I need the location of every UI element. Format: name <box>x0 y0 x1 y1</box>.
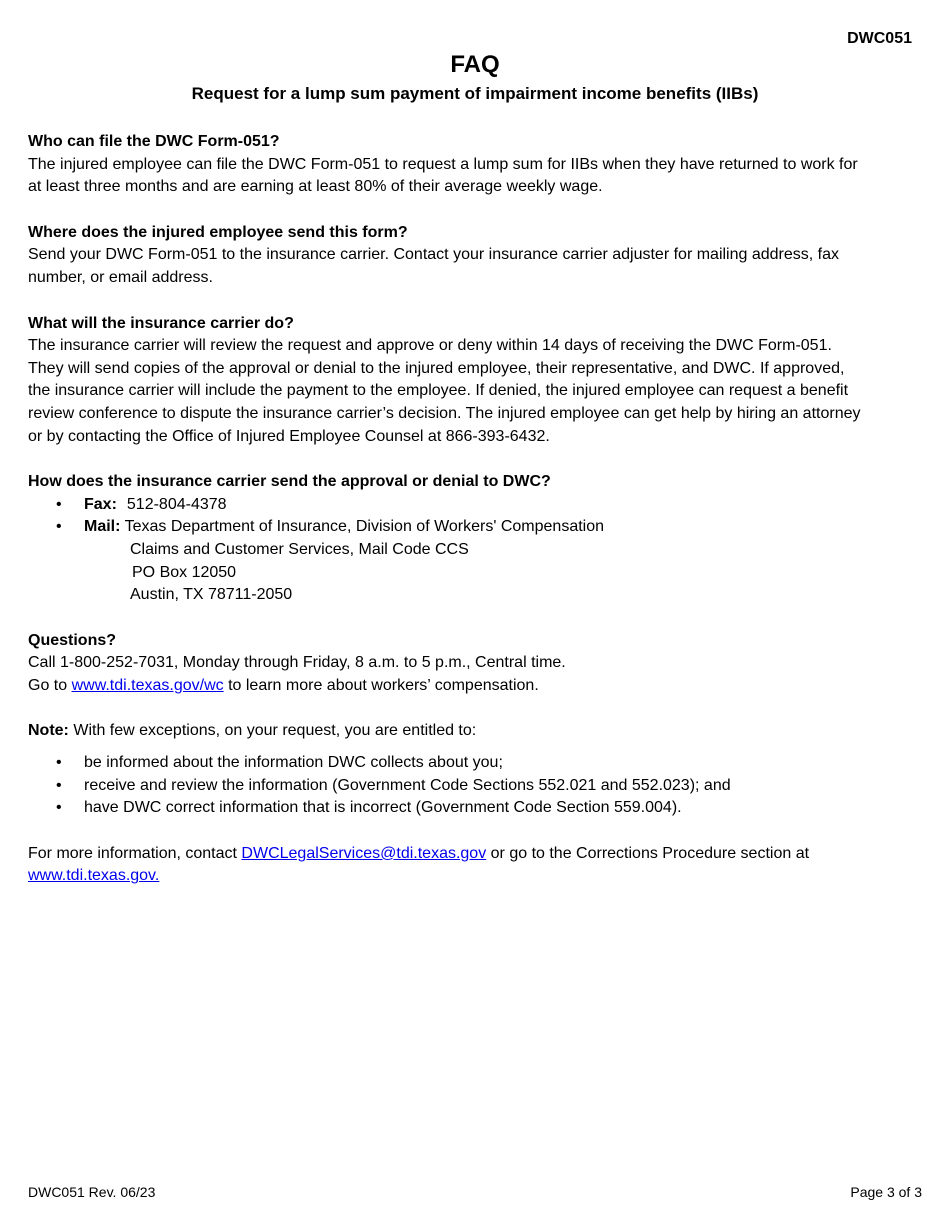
faq-send-to-dwc <box>28 471 868 607</box>
fax-label: Fax: <box>84 495 117 513</box>
learn-more-line <box>28 675 868 698</box>
faq-content <box>28 131 868 911</box>
more-info-middle: or go to the Corrections Procedure section at <box>486 844 810 862</box>
note-intro-text: With few exceptions, on your request, you are entitled to: <box>68 722 477 740</box>
legal-services-email-link[interactable]: DWCLegalServices@tdi.texas.gov <box>241 844 487 862</box>
questions-section <box>28 630 868 698</box>
more-info-prefix: For more information, contact <box>28 844 242 862</box>
mail-address-line-3: PO Box 12050 <box>132 563 237 581</box>
fax-number: 512-804-4378 <box>126 495 227 513</box>
faq-question: Who can file the DWC Form-051? <box>28 133 280 150</box>
faq-who-can-file <box>28 131 868 199</box>
mail-address-line-4: Austin, TX 78711-2050 <box>130 586 293 604</box>
note-intro <box>28 720 868 743</box>
faq-where-to-send <box>28 222 868 290</box>
list-item: • receive and review the information (Government Code Sections 552.021 and 552.023); and <box>28 775 868 798</box>
more-info-section <box>28 843 868 888</box>
faq-answer: The insurance carrier will review the request and approve or deny within 14 days of receiving the DWC Form-051. They will send copies of the approval or denial to the injured employee, their representative, and DWC. If approved, the insurance carrier will include the payment to the employee. If denied, the injured employee can request a benefit review conference to dispute the insurance carrier’s decision. The injured employee can get help by hiring an attorney or by contacting the Office of Injured Employee Counsel at 866-393-6432. <box>28 337 861 445</box>
faq-carrier-action <box>28 313 868 449</box>
faq-question: Where does the injured employee send this form? <box>28 223 408 241</box>
form-code: DWC051 <box>847 30 912 47</box>
questions-heading: Questions? <box>28 631 117 649</box>
mail-address-line-2: Claims and Customer Services, Mail Code CCS <box>130 540 469 558</box>
tdi-site-link[interactable]: www.tdi.texas.gov. <box>28 867 160 885</box>
list-item: • have DWC correct information that is incorrect (Government Code Section 559.004). <box>28 797 868 820</box>
list-item: • be informed about the information DWC collects about you; <box>28 752 868 775</box>
footer-page-number: Page 3 of 3 <box>850 1184 922 1200</box>
faq-answer: The injured employee can file the DWC Form-051 to request a lump sum for IIBs when they have returned to work for at least three months and are earning at least 80% of their average weekly wage. <box>28 155 858 196</box>
rights-list <box>28 752 868 820</box>
faq-question: What will the insurance carrier do? <box>28 314 294 332</box>
call-info: Call 1-800-252-7031, Monday through Friday, 8 a.m. to 5 p.m., Central time. <box>28 654 566 672</box>
tdi-wc-link[interactable]: www.tdi.texas.gov/wc <box>71 676 224 694</box>
faq-answer: Send your DWC Form-051 to the insurance carrier. Contact your insurance carrier adjuster for mailing address, fax number, or email address. <box>28 246 840 286</box>
footer-revision: DWC051 Rev. 06/23 <box>28 1184 156 1200</box>
note-label: Note: <box>28 722 69 740</box>
learn-more-prefix: Go to <box>28 676 72 694</box>
more-info-text <box>28 843 868 888</box>
page-subtitle: Request for a lump sum payment of impairment income benefits (IIBs) <box>191 84 759 103</box>
mail-address-line-1: Texas Department of Insurance, Division of Workers' Compensation <box>124 518 605 536</box>
mail-item <box>28 516 868 606</box>
mail-label: Mail: <box>84 518 121 536</box>
learn-more-suffix: to learn more about workers’ compensation. <box>223 676 539 694</box>
note-section <box>28 720 868 819</box>
page-title: FAQ <box>450 51 500 78</box>
contact-methods-list <box>28 494 868 607</box>
fax-item <box>28 494 868 517</box>
faq-question: How does the insurance carrier send the approval or denial to DWC? <box>28 473 551 491</box>
